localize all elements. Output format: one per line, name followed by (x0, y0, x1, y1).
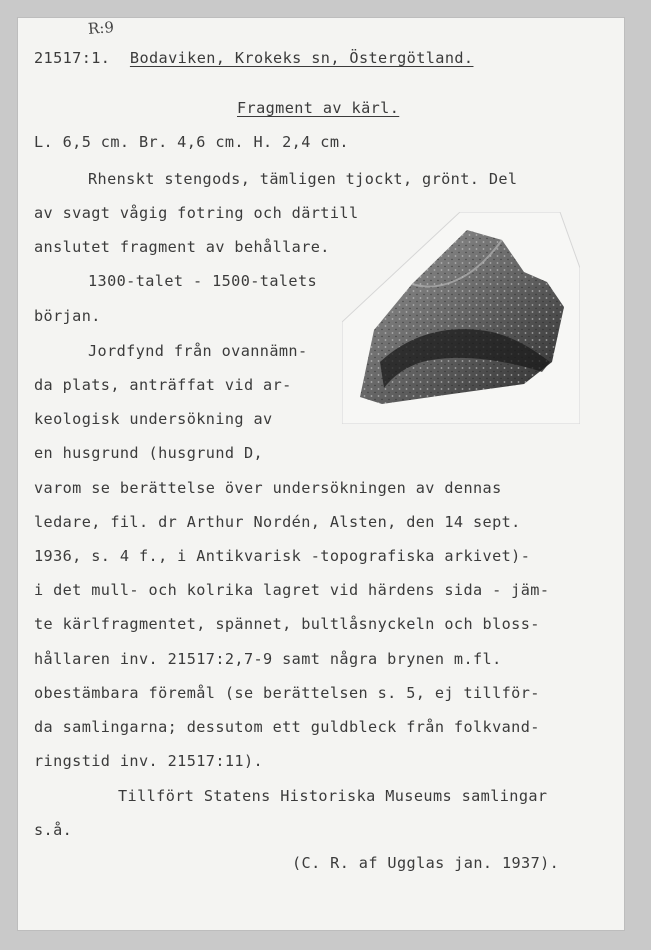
text-line-7: da plats, anträffat vid ar- (34, 376, 292, 394)
text-line-18: ringstid inv. 21517:11). (34, 752, 264, 770)
dimensions: L. 6,5 cm. Br. 4,6 cm. H. 2,4 cm. (34, 133, 349, 151)
text-line-15: hållaren inv. 21517:2,7-9 samt några brynen m.fl. (34, 650, 502, 668)
text-line-19: Tillfört Statens Historiska Museums samlingar (118, 787, 548, 805)
text-line-12: 1936, s. 4 f., i Antikvarisk -topografiska arkivet)- (34, 547, 531, 565)
text-line-10: varom se berättelse över undersökningen av dennas (34, 479, 502, 497)
text-line-1: Rhenskt stengods, tämligen tjockt, grönt. Del (88, 170, 518, 188)
text-line-2: av svagt vågig fotring och därtill (34, 204, 359, 222)
text-line-14: te kärlfragmentet, spännet, bultlåsnyckeln och bloss- (34, 615, 540, 633)
text-line-9: en husgrund (husgrund D, (34, 444, 264, 462)
text-line-4: 1300-talet - 1500-talets (88, 272, 318, 290)
text-line-8: keologisk undersökning av (34, 410, 273, 428)
signature-line: (C. R. af Ugglas jan. 1937). (292, 854, 560, 872)
text-line-16: obestämbara föremål (se berättelsen s. 5, ej tillför- (34, 684, 540, 702)
handwritten-mark: R:9 (87, 18, 115, 38)
pottery-fragment-image (342, 212, 580, 424)
object-title: Fragment av kärl. (237, 99, 400, 117)
text-line-13: i det mull- och kolrika lagret vid härdens sida - jäm- (34, 581, 550, 599)
text-line-20: s.å. (34, 821, 73, 839)
inventory-number: 21517:1. (34, 49, 111, 67)
locality: Bodaviken, Krokeks sn, Östergötland. (129, 49, 474, 67)
text-line-17: da samlingarna; dessutom ett guldbleck från folkvand- (34, 718, 540, 736)
fragment-photo (342, 212, 580, 424)
card-header (34, 48, 473, 68)
text-line-6: Jordfynd från ovannämn- (88, 342, 308, 360)
text-line-5: början. (34, 307, 101, 325)
text-line-3: anslutet fragment av behållare. (34, 238, 330, 256)
text-line-11: ledare, fil. dr Arthur Nordén, Alsten, den 14 sept. (34, 513, 521, 531)
